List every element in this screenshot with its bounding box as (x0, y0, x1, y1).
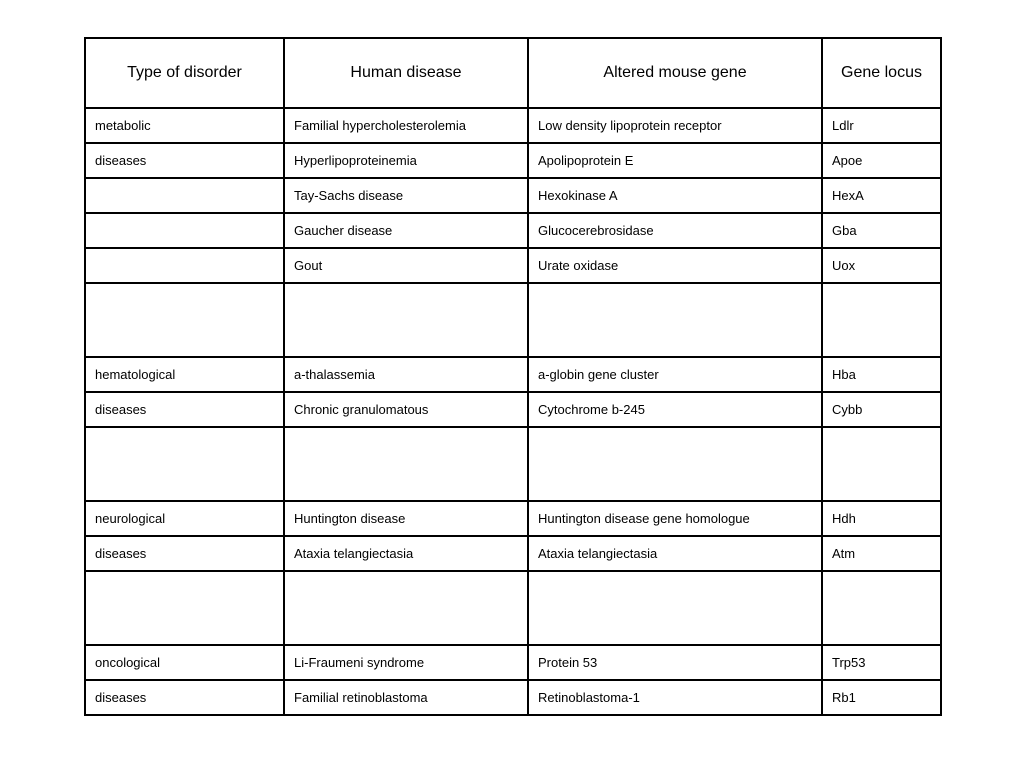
type-of-disorder-cell (85, 213, 284, 248)
header-row (85, 38, 941, 108)
human-disease-cell: Chronic granulomatous (284, 392, 528, 427)
header-gene-locus: Gene locus (822, 38, 941, 108)
altered-mouse-gene-cell: Retinoblastoma-1 (528, 680, 822, 715)
header-altered-mouse-gene: Altered mouse gene (528, 38, 822, 108)
table-row (85, 357, 941, 392)
human-disease-cell: Tay-Sachs disease (284, 178, 528, 213)
human-disease-cell: Li-Fraumeni syndrome (284, 645, 528, 680)
type-of-disorder-cell: diseases (85, 536, 284, 571)
altered-mouse-gene-cell: Urate oxidase (528, 248, 822, 283)
gene-locus-cell (822, 427, 941, 501)
gene-locus-cell (822, 571, 941, 645)
gene-locus-cell: Atm (822, 536, 941, 571)
gene-locus-cell: HexA (822, 178, 941, 213)
type-of-disorder-cell: hematological (85, 357, 284, 392)
header-type-of-disorder: Type of disorder (85, 38, 284, 108)
gene-locus-cell: Hba (822, 357, 941, 392)
type-of-disorder-cell (85, 427, 284, 501)
gene-locus-cell: Uox (822, 248, 941, 283)
table-row (85, 143, 941, 178)
gene-locus-cell: Ldlr (822, 108, 941, 143)
type-of-disorder-cell (85, 178, 284, 213)
type-of-disorder-cell: metabolic (85, 108, 284, 143)
human-disease-cell: Familial hypercholesterolemia (284, 108, 528, 143)
table-row (85, 178, 941, 213)
type-of-disorder-cell: diseases (85, 143, 284, 178)
table-row (85, 213, 941, 248)
table-row (85, 571, 941, 645)
table-row (85, 645, 941, 680)
type-of-disorder-cell: oncological (85, 645, 284, 680)
type-of-disorder-cell: diseases (85, 680, 284, 715)
type-of-disorder-cell: diseases (85, 392, 284, 427)
altered-mouse-gene-cell (528, 283, 822, 357)
human-disease-cell: Huntington disease (284, 501, 528, 536)
altered-mouse-gene-cell: Apolipoprotein E (528, 143, 822, 178)
gene-locus-cell: Gba (822, 213, 941, 248)
header-human-disease: Human disease (284, 38, 528, 108)
table-row (85, 108, 941, 143)
altered-mouse-gene-cell (528, 427, 822, 501)
altered-mouse-gene-cell: Glucocerebrosidase (528, 213, 822, 248)
gene-locus-cell: Rb1 (822, 680, 941, 715)
human-disease-cell (284, 571, 528, 645)
table-row (85, 392, 941, 427)
altered-mouse-gene-cell: Huntington disease gene homologue (528, 501, 822, 536)
table-row (85, 680, 941, 715)
altered-mouse-gene-cell: Low density lipoprotein receptor (528, 108, 822, 143)
human-disease-cell (284, 283, 528, 357)
human-disease-cell: Gaucher disease (284, 213, 528, 248)
altered-mouse-gene-cell: Hexokinase A (528, 178, 822, 213)
human-disease-cell: Familial retinoblastoma (284, 680, 528, 715)
gene-locus-cell: Apoe (822, 143, 941, 178)
human-disease-cell: Gout (284, 248, 528, 283)
table-row (85, 501, 941, 536)
table-row (85, 248, 941, 283)
altered-mouse-gene-cell: Protein 53 (528, 645, 822, 680)
table-body (85, 108, 941, 715)
human-disease-cell: a-thalassemia (284, 357, 528, 392)
disease-gene-table (84, 37, 942, 716)
gene-locus-cell: Cybb (822, 392, 941, 427)
human-disease-cell (284, 427, 528, 501)
table-header (85, 38, 941, 108)
table-row (85, 427, 941, 501)
table-row (85, 536, 941, 571)
table-row (85, 283, 941, 357)
type-of-disorder-cell (85, 571, 284, 645)
type-of-disorder-cell: neurological (85, 501, 284, 536)
altered-mouse-gene-cell (528, 571, 822, 645)
human-disease-cell: Ataxia telangiectasia (284, 536, 528, 571)
human-disease-cell: Hyperlipoproteinemia (284, 143, 528, 178)
gene-locus-cell: Hdh (822, 501, 941, 536)
type-of-disorder-cell (85, 248, 284, 283)
gene-locus-cell (822, 283, 941, 357)
altered-mouse-gene-cell: Ataxia telangiectasia (528, 536, 822, 571)
altered-mouse-gene-cell: Cytochrome b-245 (528, 392, 822, 427)
altered-mouse-gene-cell: a-globin gene cluster (528, 357, 822, 392)
gene-locus-cell: Trp53 (822, 645, 941, 680)
type-of-disorder-cell (85, 283, 284, 357)
